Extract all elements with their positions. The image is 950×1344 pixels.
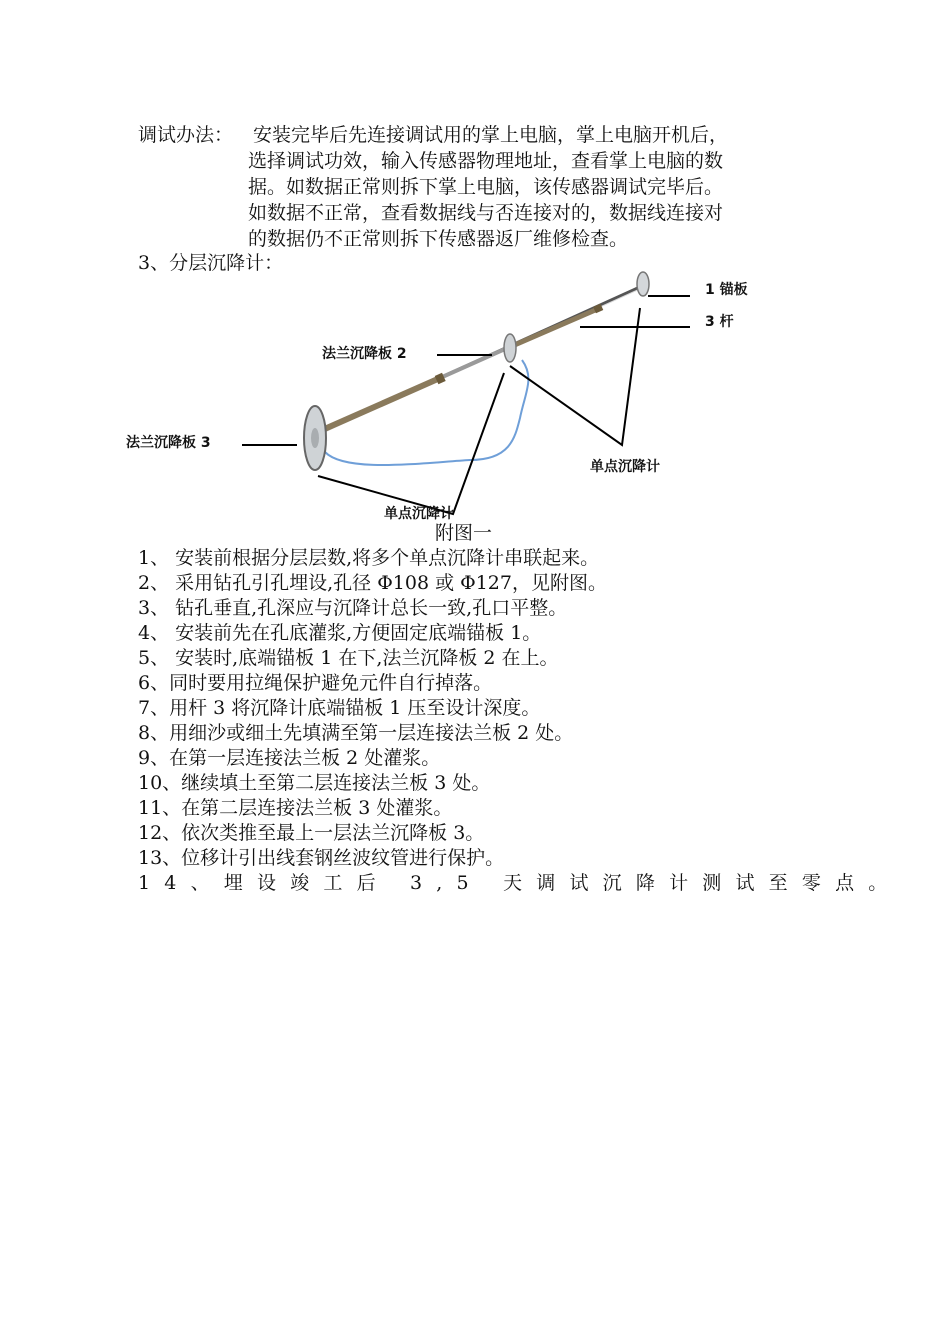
debug-method-line: 选择调试功效，输入传感器物理地址，查看掌上电脑的数 [248, 150, 724, 172]
flange-plate-2 [504, 334, 516, 362]
settlement-meter-illustration [0, 268, 950, 548]
label-single-point-meter-right: 单点沉降计 [590, 459, 660, 475]
step-item: 8、用细沙或细土先填满至第一层连接法兰板 2 处。 [138, 722, 574, 744]
step-item: 10、继续填土至第二层连接法兰板 3 处。 [138, 772, 491, 794]
label-single-point-meter-bottom: 单点沉降计 [384, 506, 454, 522]
meter-tube-lower [320, 378, 440, 431]
debug-method-line: 的数据仍不正常则拆下传感器返厂维修检查。 [248, 228, 629, 250]
section-title: 3、分层沉降计： [138, 252, 284, 274]
leader-single-point-bottom [318, 373, 504, 514]
step-item: 5、 安装时,底端锚板 1 在下,法兰沉降板 2 在上。 [138, 647, 559, 669]
step-item: 9、在第一层连接法兰板 2 处灌浆。 [138, 747, 441, 769]
debug-method-line: 安装完毕后先连接调试用的掌上电脑，掌上电脑开机后， [253, 124, 729, 146]
step-item: 4、 安装前先在孔底灌浆,方便固定底端锚板 1。 [138, 622, 542, 644]
debug-method-label: 调试办法： [138, 124, 234, 146]
label-flange-plate-2: 法兰沉降板 2 [322, 346, 407, 362]
step-item: 3、 钻孔垂直,孔深应与沉降计总长一致,孔口平整。 [138, 597, 568, 619]
step-item: 1、 安装前根据分层层数,将多个单点沉降计串联起来。 [138, 547, 600, 569]
label-anchor-plate: 1 锚板 [705, 282, 748, 298]
step-item: 2、 采用钻孔引孔埋设,孔径 Φ108 或 Φ127，见附图。 [138, 572, 607, 594]
step-item: 13、位移计引出线套钢丝波纹管进行保护。 [138, 847, 505, 869]
debug-method-line: 据。如数据正常则拆下掌上电脑，该传感器调试完毕后。 [248, 176, 724, 198]
step-item: 12、依次类推至最上一层法兰沉降板 3。 [138, 822, 485, 844]
anchor-plate-1 [637, 272, 649, 296]
step-item: 14、埋设竣工后 3,5 天调试沉降计测试至零点。 [138, 872, 902, 894]
label-rod: 3 杆 [705, 314, 734, 330]
step-item: 7、用杆 3 将沉降计底端锚板 1 压至设计深度。 [138, 697, 541, 719]
figure-caption: 附图一 [435, 522, 493, 544]
label-flange-plate-3: 法兰沉降板 3 [126, 435, 211, 451]
installation-steps [138, 546, 902, 896]
step-item: 6、同时要用拉绳保护避免元件自行掉落。 [138, 672, 493, 694]
debug-method-line: 如数据不正常，查看数据线与否连接对的，数据线连接对 [248, 202, 724, 224]
leader-single-point-right [510, 308, 640, 445]
settlement-meter-figure [0, 268, 950, 548]
step-item: 11、在第二层连接法兰板 3 处灌浆。 [138, 797, 453, 819]
